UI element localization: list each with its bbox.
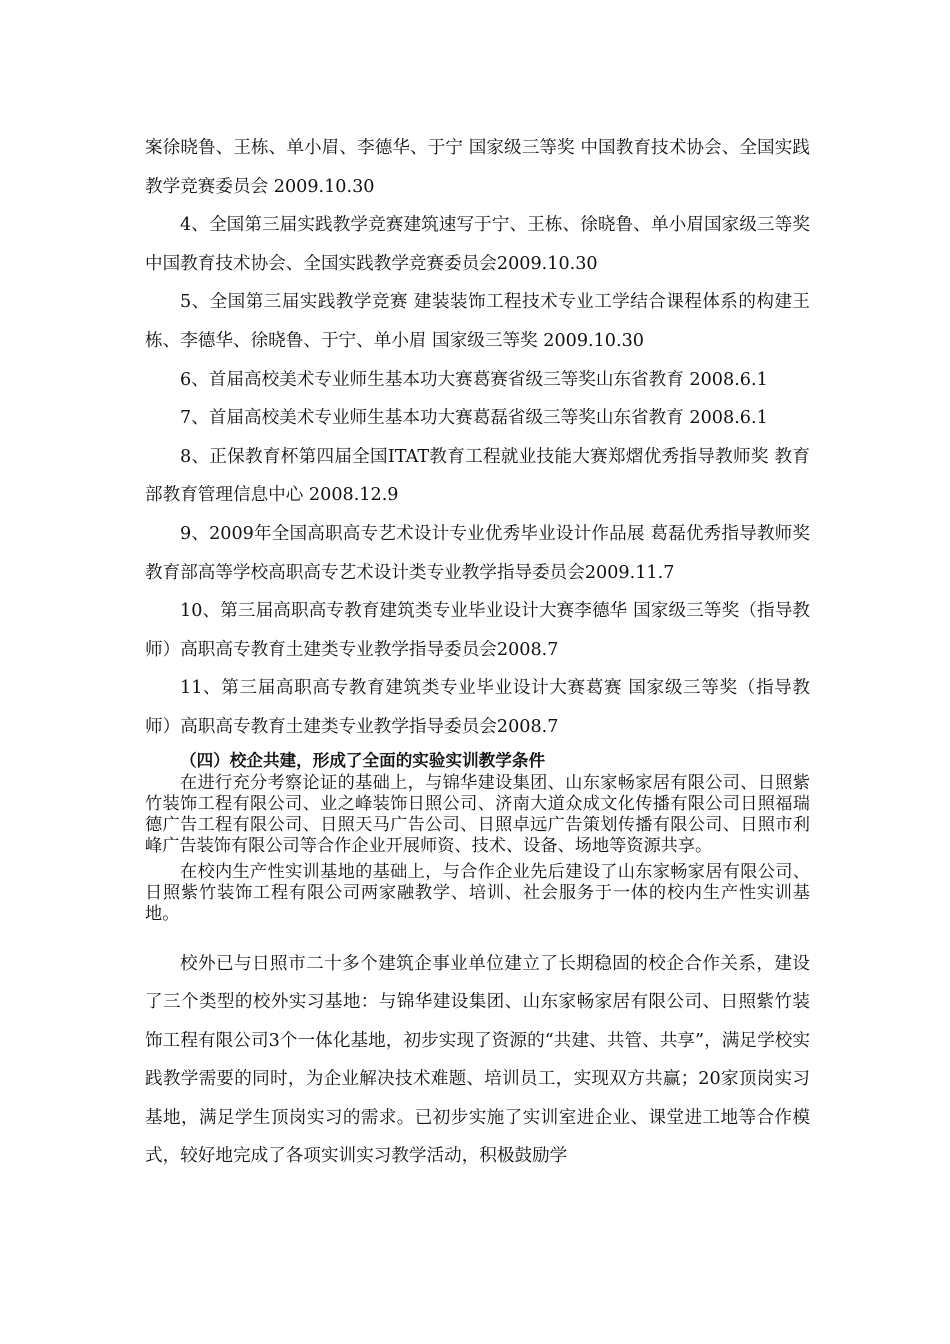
document-body (145, 129, 810, 1176)
award-entry-11: 11、第三届高职高专教育建筑类专业毕业设计大赛葛赛 国家级三等奖（指导教师）高职高专教育土建类专业教学指导委员会2008.7 (145, 678, 810, 737)
award-entry-10: 10、第三届高职高专教育建筑类专业毕业设计大赛李德华 国家级三等奖（指导教师）高职高专教育土建类专业教学指导委员会2008.7 (145, 601, 810, 660)
award-entry-7: 7、首届高校美术专业师生基本功大赛葛磊省级三等奖山东省教育 2008.6.1 (180, 408, 768, 429)
off-campus-base-paragraph: 校外已与日照市二十多个建筑企事业单位建立了长期稳固的校企合作关系，建设了三个类型的校外实习基地：与锦华建设集团、山东家畅家居有限公司、日照紫竹装饰工程有限公司3个一体化基地，初步实现了资源的“共建、共管、共享”，满足学校实践教学需要的同时，为企业解决技术难题、培训员工，实现双方共赢；20家顶岗实习基地，满足学生顶岗实习的需求。已初步实施了实训室进企业、课堂进工地等合作模式，较好地完成了各项实训实习教学活动，积极鼓励学 (145, 953, 810, 1167)
resource-sharing-paragraph: 在进行充分考察论证的基础上，与锦华建设集团、山东家畅家居有限公司、日照紫竹装饰工程有限公司、业之峰装饰日照公司、济南大道众成文化传播有限公司日照福瑞德广告工程有限公司、日照天马广告公司、日照卓远广告策划传播有限公司、日照市利峰广告装饰有限公司等合作企业开展师资、技术、设备、场地等资源共享。 (145, 772, 810, 856)
award-entry-6: 6、首届高校美术专业师生基本功大赛葛赛省级三等奖山东省教育 2008.6.1 (180, 369, 768, 390)
award-entry-9: 9、2009年全国高职高专艺术设计专业优秀毕业设计作品展 葛磊优秀指导教师奖教育部高等学校高职高专艺术设计类专业教学指导委员会2009.11.7 (145, 523, 810, 583)
on-campus-base-paragraph: 在校内生产性实训基地的基础上，与合作企业先后建设了山东家畅家居有限公司、日照紫竹装饰工程有限公司两家融教学、培训、社会服务于一体的校内生产性实训基地。 (145, 861, 810, 924)
paragraph-spacer (145, 925, 810, 945)
section-heading: （四）校企共建，形成了全面的实验实训教学条件 (180, 750, 546, 770)
award-entry-8: 8、正保教育杯第四届全国ITAT教育工程就业技能大赛郑熠优秀指导教师奖 教育部教育管理信息中心 2008.12.9 (145, 446, 810, 506)
award-entry-3-continued: 案徐晓鲁、王栋、单小眉、李德华、于宁 国家级三等奖 中国教育技术协会、全国实践教学竞赛委员会 2009.10.30 (145, 138, 810, 197)
award-entry-5: 5、全国第三届实践教学竞赛 建装装饰工程技术专业工学结合课程体系的构建王栋、李德华、徐晓鲁、于宁、单小眉 国家级三等奖 2009.10.30 (145, 292, 810, 351)
award-entry-4: 4、全国第三届实践教学竞赛建筑速写于宁、王栋、徐晓鲁、单小眉国家级三等奖中国教育技术协会、全国实践教学竞赛委员会2009.10.30 (145, 215, 810, 274)
